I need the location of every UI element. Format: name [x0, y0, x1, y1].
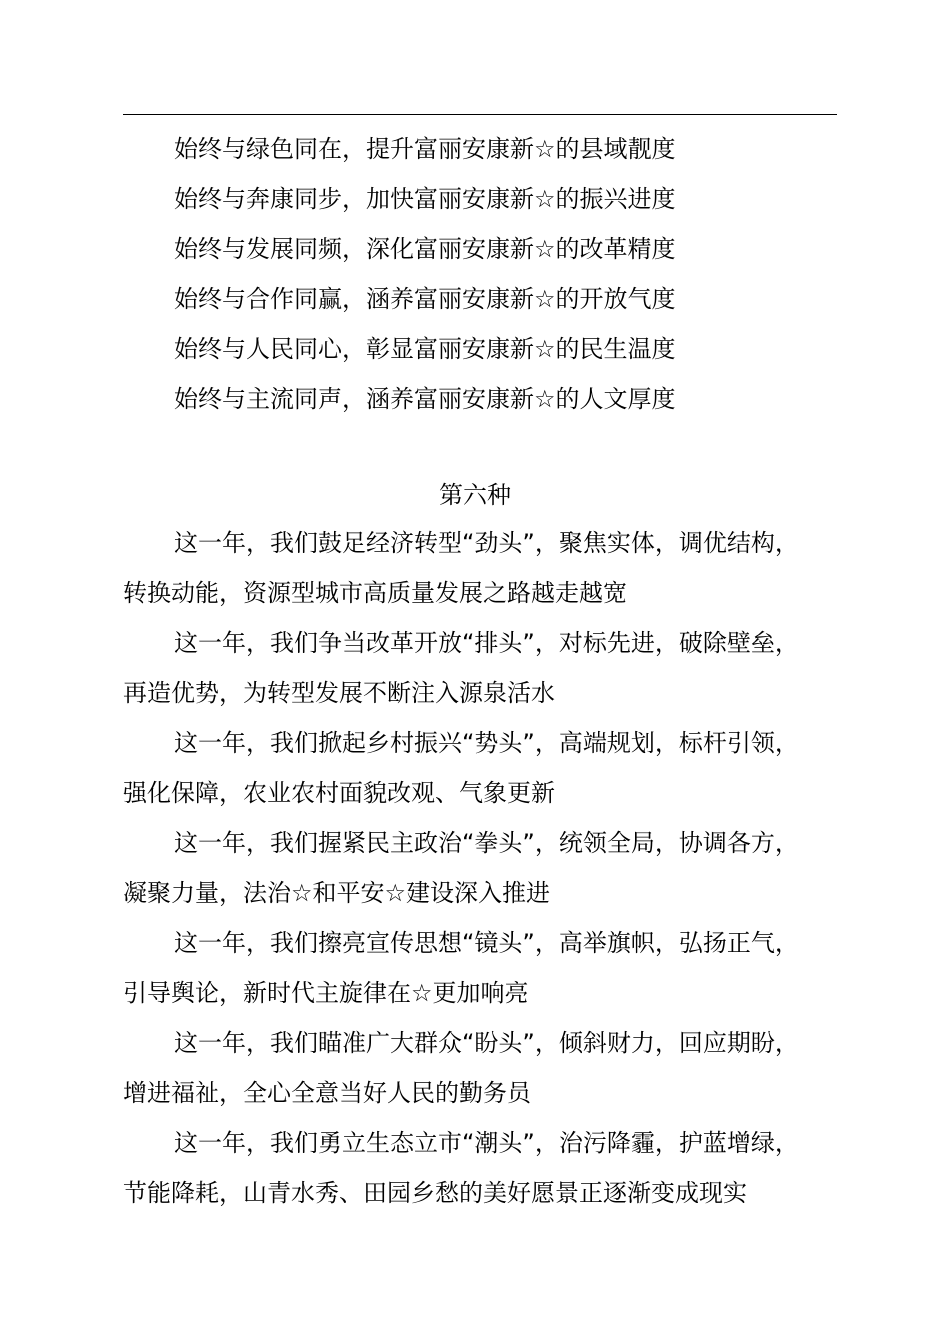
slogan-line: 始终与合作同赢，涵养富丽安康新☆的开放气度 — [174, 285, 676, 313]
slogan-line: 始终与绿色同在，提升富丽安康新☆的县域靓度 — [174, 135, 676, 163]
paragraph-list — [123, 518, 837, 1218]
paragraph-line: 这一年，我们握紧民主政治“拳头”，统领全局，协调各方， — [174, 829, 799, 857]
paragraph-line: 这一年，我们擦亮宣传思想“镜头”，高举旗帜，弘扬正气， — [174, 929, 799, 957]
paragraph — [123, 1118, 837, 1218]
paragraph — [123, 1018, 837, 1118]
paragraph-line: 这一年，我们争当改革开放“排头”，对标先进，破除壁垒， — [174, 629, 799, 657]
paragraph-line: 引导舆论，新时代主旋律在☆更加响亮 — [123, 979, 529, 1007]
paragraph-line: 强化保障，农业农村面貌改观、气象更新 — [123, 779, 555, 807]
paragraph — [123, 818, 837, 918]
slogan-line: 始终与发展同频，深化富丽安康新☆的改革精度 — [174, 235, 676, 263]
paragraph-line: 节能降耗，山青水秀、田园乡愁的美好愿景正逐渐变成现实 — [123, 1179, 747, 1207]
paragraph — [123, 518, 837, 618]
paragraph-line: 这一年，我们鼓足经济转型“劲头”，聚焦实体，调优结构， — [174, 529, 799, 557]
paragraph — [123, 718, 837, 818]
header-rule — [123, 114, 837, 115]
paragraph-line: 增进福祉，全心全意当好人民的勤务员 — [123, 1079, 531, 1107]
paragraph-line: 这一年，我们掀起乡村振兴“势头”，高端规划，标杆引领， — [174, 729, 799, 757]
slogan-line: 始终与奔康同步，加快富丽安康新☆的振兴进度 — [174, 185, 676, 213]
paragraph-line: 这一年，我们瞄准广大群众“盼头”，倾斜财力，回应期盼， — [174, 1029, 799, 1057]
slogan-line: 始终与人民同心，彰显富丽安康新☆的民生温度 — [174, 335, 676, 363]
paragraph-line: 凝聚力量，法治☆和平安☆建设深入推进 — [123, 879, 551, 907]
paragraph — [123, 618, 837, 718]
paragraph-line: 这一年，我们勇立生态立市“潮头”，治污降霾，护蓝增绿， — [174, 1129, 799, 1157]
paragraph — [123, 918, 837, 1018]
slogan-list — [174, 124, 854, 424]
slogan-line: 始终与主流同声，涵养富丽安康新☆的人文厚度 — [174, 385, 676, 413]
paragraph-line: 转换动能，资源型城市高质量发展之路越走越宽 — [123, 579, 627, 607]
paragraph-line: 再造优势，为转型发展不断注入源泉活水 — [123, 679, 555, 707]
section-title: 第六种 — [439, 481, 511, 509]
